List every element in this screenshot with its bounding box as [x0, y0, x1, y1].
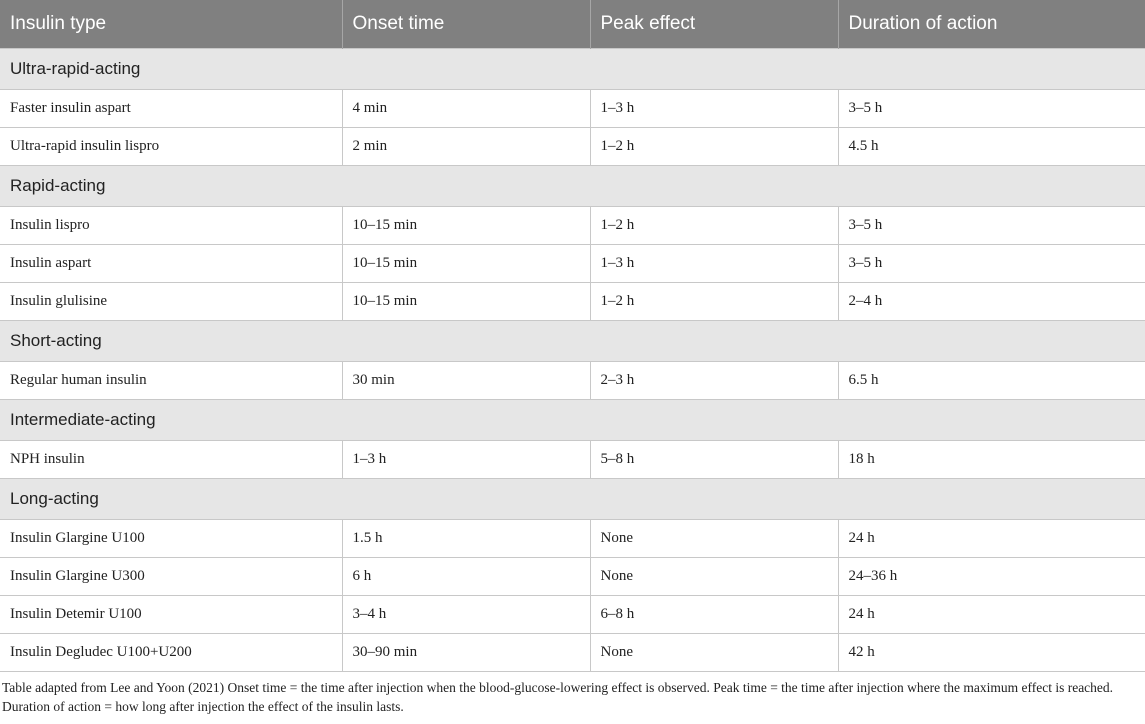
group-label: Ultra-rapid-acting: [0, 49, 1145, 90]
group-label: Intermediate-acting: [0, 400, 1145, 441]
cell-onset-time: 1–3 h: [342, 441, 590, 479]
cell-peak-effect: 5–8 h: [590, 441, 838, 479]
cell-peak-effect: 1–2 h: [590, 283, 838, 321]
cell-peak-effect: 2–3 h: [590, 362, 838, 400]
cell-insulin-type: Insulin Detemir U100: [0, 596, 342, 634]
group-label: Long-acting: [0, 479, 1145, 520]
table-row: [0, 207, 1145, 245]
table-footnote: Table adapted from Lee and Yoon (2021) Onset time = the time after injection when the blood-glucose-lowering effect is observed. Peak time = the time after injection where the maximum effect is reached. Duration of action = how long after injection the effect of the insulin lasts.: [2, 680, 1114, 714]
header-insulin-type: Insulin type: [0, 0, 342, 49]
table-row: [0, 245, 1145, 283]
cell-peak-effect: 1–3 h: [590, 90, 838, 128]
header-duration-of-action: Duration of action: [838, 0, 1145, 49]
header-onset-time: Onset time: [342, 0, 590, 49]
cell-peak-effect: None: [590, 558, 838, 596]
table-body: [0, 49, 1145, 672]
group-row: [0, 321, 1145, 362]
cell-insulin-type: Insulin Glargine U100: [0, 520, 342, 558]
cell-duration: 24 h: [838, 596, 1145, 634]
table-row: [0, 596, 1145, 634]
cell-duration: 3–5 h: [838, 90, 1145, 128]
cell-peak-effect: 6–8 h: [590, 596, 838, 634]
group-row: [0, 400, 1145, 441]
cell-insulin-type: Regular human insulin: [0, 362, 342, 400]
cell-duration: 3–5 h: [838, 207, 1145, 245]
cell-onset-time: 3–4 h: [342, 596, 590, 634]
cell-insulin-type: NPH insulin: [0, 441, 342, 479]
table-row: [0, 520, 1145, 558]
cell-onset-time: 30 min: [342, 362, 590, 400]
cell-peak-effect: None: [590, 634, 838, 672]
cell-duration: 24 h: [838, 520, 1145, 558]
cell-onset-time: 10–15 min: [342, 207, 590, 245]
table-row: [0, 362, 1145, 400]
group-label: Rapid-acting: [0, 166, 1145, 207]
group-row: [0, 166, 1145, 207]
cell-onset-time: 2 min: [342, 128, 590, 166]
cell-insulin-type: Insulin lispro: [0, 207, 342, 245]
cell-insulin-type: Faster insulin aspart: [0, 90, 342, 128]
cell-duration: 42 h: [838, 634, 1145, 672]
cell-duration: 4.5 h: [838, 128, 1145, 166]
group-row: [0, 49, 1145, 90]
cell-insulin-type: Ultra-rapid insulin lispro: [0, 128, 342, 166]
cell-insulin-type: Insulin aspart: [0, 245, 342, 283]
table-row: [0, 128, 1145, 166]
cell-onset-time: 30–90 min: [342, 634, 590, 672]
group-label: Short-acting: [0, 321, 1145, 362]
cell-onset-time: 4 min: [342, 90, 590, 128]
cell-duration: 3–5 h: [838, 245, 1145, 283]
cell-insulin-type: Insulin Degludec U100+U200: [0, 634, 342, 672]
group-row: [0, 479, 1145, 520]
cell-insulin-type: Insulin glulisine: [0, 283, 342, 321]
cell-onset-time: 6 h: [342, 558, 590, 596]
cell-peak-effect: 1–2 h: [590, 207, 838, 245]
table-row: [0, 558, 1145, 596]
cell-onset-time: 1.5 h: [342, 520, 590, 558]
cell-insulin-type: Insulin Glargine U300: [0, 558, 342, 596]
table-row: [0, 283, 1145, 321]
table-header: [0, 0, 1145, 49]
cell-onset-time: 10–15 min: [342, 283, 590, 321]
cell-peak-effect: None: [590, 520, 838, 558]
cell-duration: 18 h: [838, 441, 1145, 479]
cell-peak-effect: 1–3 h: [590, 245, 838, 283]
header-peak-effect: Peak effect: [590, 0, 838, 49]
cell-duration: 24–36 h: [838, 558, 1145, 596]
table-row: [0, 634, 1145, 672]
table-row: [0, 441, 1145, 479]
cell-duration: 6.5 h: [838, 362, 1145, 400]
cell-duration: 2–4 h: [838, 283, 1145, 321]
cell-onset-time: 10–15 min: [342, 245, 590, 283]
table-row: [0, 90, 1145, 128]
cell-peak-effect: 1–2 h: [590, 128, 838, 166]
